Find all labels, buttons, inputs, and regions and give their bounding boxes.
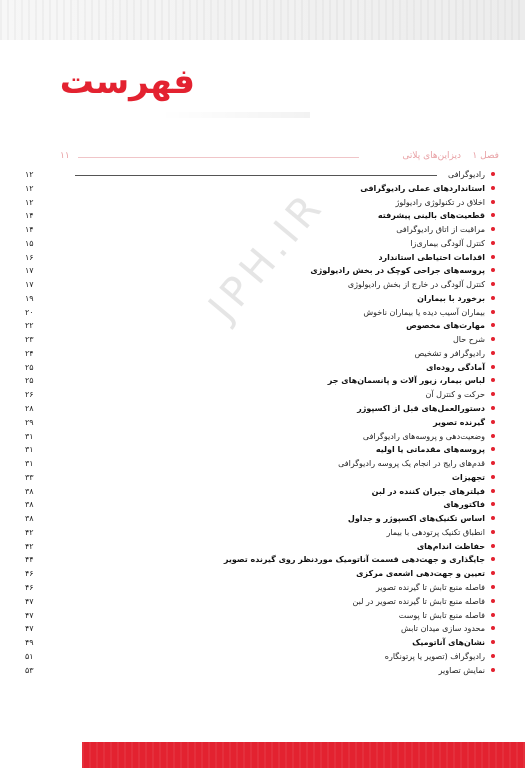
- watermark: JPH.IR: [200, 182, 334, 330]
- bullet-icon: [491, 613, 495, 617]
- toc-entry[interactable]: [25, 609, 495, 623]
- toc-entry-title: شرح حال: [452, 335, 485, 345]
- toc-entry[interactable]: [25, 553, 495, 567]
- toc-entry-page: ۴۶: [25, 582, 34, 592]
- toc-entry-title: رادیوگرافر و تشخیص: [414, 348, 485, 358]
- section-label: فصل ۱: [472, 151, 499, 161]
- header-stripes: [0, 0, 525, 40]
- toc-entry-page: ۲۲: [25, 321, 34, 331]
- toc-entry-title: فیلترهای جبران کننده در لبن: [371, 486, 485, 496]
- bullet-icon: [491, 516, 495, 520]
- toc-entry[interactable]: [25, 540, 495, 554]
- toc-entry-title: اخلاق در تکنولوژی رادیولوژ: [395, 197, 485, 207]
- toc-entry[interactable]: [25, 650, 495, 664]
- bullet-icon: [491, 296, 495, 300]
- toc-entry[interactable]: [25, 443, 495, 457]
- toc-entry-title: کنترل آلودگی در خارج از بخش رادیولوژی: [347, 280, 485, 290]
- toc-entry-title: رادیوگراف (تصویر یا پرتونگاره: [384, 651, 485, 661]
- toc-entry[interactable]: [25, 292, 495, 306]
- toc-entry[interactable]: [25, 347, 495, 361]
- toc-entry-title: فاصله منبع تابش تا گیرنده تصویر در لبن: [352, 596, 485, 606]
- bullet-icon: [491, 392, 495, 396]
- toc-entry-page: ۳۸: [25, 514, 34, 524]
- bullet-icon: [491, 447, 495, 451]
- section-page: ۱۱: [60, 151, 70, 161]
- toc-entry-title: وضعیت‌دهی و پروسه‌های رادیوگرافی: [362, 431, 485, 441]
- bullet-icon: [491, 172, 495, 176]
- toc-entry-title: قدم‌های رایج در انجام یک پروسه رادیوگرافی: [338, 459, 485, 469]
- toc-entry-title: لباس بیمار، زیور آلات و پانسمان‌های جر: [327, 376, 485, 386]
- leader-line: [75, 175, 437, 176]
- toc-entry-title: بیماران آسیب دیده یا بیماران ناخوش: [363, 307, 485, 317]
- toc-entry-title: گیرنده تصویر: [433, 417, 485, 427]
- toc-entry-page: ۳۱: [25, 445, 34, 455]
- bullet-icon: [491, 378, 495, 382]
- toc-entry-page: ۲۵: [25, 362, 34, 372]
- toc-entry-title: حفاظت اندام‌های: [416, 541, 485, 551]
- toc-entry[interactable]: [25, 526, 495, 540]
- toc-entry-page: ۱۴: [25, 211, 34, 221]
- toc-entry-page: ۲۸: [25, 404, 34, 414]
- title-underline: [160, 112, 310, 118]
- toc-entry-title: فاصله منبع تابش تا گیرنده تصویر: [375, 582, 485, 592]
- bullet-icon: [491, 502, 495, 506]
- bullet-icon: [491, 626, 495, 630]
- toc-entry-page: ۵۱: [25, 651, 34, 661]
- bullet-icon: [491, 585, 495, 589]
- bullet-icon: [491, 337, 495, 341]
- bullet-icon: [491, 213, 495, 217]
- header-band: [0, 0, 525, 40]
- toc-entry[interactable]: [25, 168, 495, 182]
- toc-entry-title: استانداردهای عملی رادیوگرافی: [360, 183, 485, 193]
- toc-entry[interactable]: [25, 374, 495, 388]
- bullet-icon: [491, 323, 495, 327]
- toc-entry-page: ۵۳: [25, 665, 34, 675]
- page-title: فهرست: [59, 62, 195, 102]
- toc-entry-page: ۴۷: [25, 624, 34, 634]
- toc-entry-page: ۲۶: [25, 390, 34, 400]
- bullet-icon: [491, 282, 495, 286]
- bullet-icon: [491, 461, 495, 465]
- toc-entry-page: ۳۳: [25, 472, 34, 482]
- toc-entry-title: مراقبت از اتاق رادیوگرافی: [396, 225, 485, 235]
- toc-entry[interactable]: [25, 388, 495, 402]
- toc-entry[interactable]: [25, 457, 495, 471]
- toc-entry[interactable]: [25, 430, 495, 444]
- section-divider: [78, 157, 359, 158]
- toc-entry-page: ۴۶: [25, 569, 34, 579]
- toc-entry-page: ۴۲: [25, 541, 34, 551]
- section-title: دیزاین‌های پلاتی: [402, 151, 461, 161]
- bullet-icon: [491, 489, 495, 493]
- section-header: [60, 151, 499, 165]
- toc-entry-title: کنترل آلودگی بیماری‌زا: [410, 238, 485, 248]
- toc-entry-title: رادیوگرافی: [448, 170, 485, 179]
- toc-entry-page: ۱۲: [25, 170, 34, 179]
- toc-entry-title: تجهیزات: [451, 472, 485, 482]
- toc-entry[interactable]: [25, 306, 495, 320]
- toc-entry-title: برخورد با بیماران: [417, 293, 485, 303]
- footer-band: [82, 742, 525, 768]
- toc-entry-title: فاصله منبع تابش تا پوست: [398, 610, 485, 620]
- toc-entry-page: ۴۲: [25, 527, 34, 537]
- bullet-icon: [491, 640, 495, 644]
- toc-entry-page: ۴۷: [25, 596, 34, 606]
- toc-entry-page: ۲۴: [25, 348, 34, 358]
- toc-entry[interactable]: [25, 498, 495, 512]
- toc-entry-title: آمادگی روده‌ای: [426, 362, 485, 372]
- toc-entry[interactable]: [25, 622, 495, 636]
- toc-entry-title: فاکتورهای: [443, 500, 485, 510]
- bullet-icon: [491, 268, 495, 272]
- bullet-icon: [491, 599, 495, 603]
- toc-entry[interactable]: [25, 333, 495, 347]
- toc-entry-title: محدود سازی میدان تابش: [400, 624, 485, 634]
- toc-entry-page: ۱۹: [25, 293, 34, 303]
- toc-entry-title: پروسه‌های جراحی کوچک در بخش رادیولوژی: [310, 266, 485, 276]
- toc-entry-title: جایگذاری و جهت‌دهی قسمت آناتومیک موردنظر روی گیرنده تصویر: [223, 555, 485, 565]
- toc-entry-title: نشان‌های آناتومیک: [412, 638, 485, 648]
- bullet-icon: [491, 668, 495, 672]
- bullet-icon: [491, 365, 495, 369]
- toc-entry-page: ۴۷: [25, 610, 34, 620]
- bullet-icon: [491, 434, 495, 438]
- toc-entry-title: پروسه‌های مقدماتی یا اولیه: [375, 445, 485, 455]
- toc-entry[interactable]: [25, 416, 495, 430]
- toc-entry-title: دستورالعمل‌های قبل از اکسپوژر: [357, 404, 485, 414]
- toc-entry[interactable]: [25, 581, 495, 595]
- toc-entry-title: اقدامات احتیاطی استاندارد: [378, 252, 485, 262]
- bullet-icon: [491, 530, 495, 534]
- bullet-icon: [491, 475, 495, 479]
- toc-entry-page: ۲۹: [25, 417, 34, 427]
- toc-entry[interactable]: [25, 402, 495, 416]
- toc-entry-page: ۳۸: [25, 500, 34, 510]
- toc-entry-title: مهارت‌های مخصوص: [406, 321, 485, 331]
- toc-entry[interactable]: [25, 485, 495, 499]
- bullet-icon: [491, 557, 495, 561]
- toc-entry[interactable]: [25, 471, 495, 485]
- toc-entry-title: نمایش تصاویر: [438, 665, 485, 675]
- footer-stripes: [82, 742, 525, 768]
- toc-entry-title: اساس تکنیک‌های اکسپوژر و جداول: [347, 514, 485, 524]
- bullet-icon: [491, 186, 495, 190]
- toc-entry-page: ۱۶: [25, 252, 34, 262]
- toc-entry-page: ۴۹: [25, 638, 34, 648]
- toc-entry-page: ۲۰: [25, 307, 34, 317]
- toc-entry-page: ۴۴: [25, 555, 34, 565]
- toc-entry-page: ۱۲: [25, 197, 34, 207]
- bullet-icon: [491, 571, 495, 575]
- toc-entry-page: ۱۵: [25, 238, 34, 248]
- toc-entry-page: ۲۵: [25, 376, 34, 386]
- toc-entry[interactable]: [25, 319, 495, 333]
- toc-entry-page: ۳۸: [25, 486, 34, 496]
- toc-entry-page: ۱۲: [25, 183, 34, 193]
- toc-entry-page: ۳۱: [25, 459, 34, 469]
- bullet-icon: [491, 255, 495, 259]
- toc-entry[interactable]: [25, 636, 495, 650]
- bullet-icon: [491, 310, 495, 314]
- toc-entry-title: قطعیت‌های بالینی پیشرفته: [377, 211, 485, 221]
- toc-entry-title: حرکت و کنترل آن: [425, 390, 485, 400]
- toc-entry-title: انطباق تکنیک پرتودهی با بیمار: [386, 527, 485, 537]
- bullet-icon: [491, 227, 495, 231]
- toc-entry[interactable]: [25, 182, 495, 196]
- toc-entry[interactable]: [25, 595, 495, 609]
- bullet-icon: [491, 654, 495, 658]
- toc-entry-page: ۱۴: [25, 225, 34, 235]
- toc-entry-page: ۳۱: [25, 431, 34, 441]
- toc-entry[interactable]: [25, 361, 495, 375]
- bullet-icon: [491, 351, 495, 355]
- bullet-icon: [491, 241, 495, 245]
- toc-entry[interactable]: [25, 278, 495, 292]
- toc-entry[interactable]: [25, 567, 495, 581]
- bullet-icon: [491, 406, 495, 410]
- bullet-icon: [491, 200, 495, 204]
- toc-entry[interactable]: [25, 664, 495, 678]
- toc-entry-page: ۱۷: [25, 280, 34, 290]
- bullet-icon: [491, 544, 495, 548]
- toc-entry-page: ۱۷: [25, 266, 34, 276]
- toc-entry-page: ۲۳: [25, 335, 34, 345]
- toc-entry-title: تعیین و جهت‌دهی اشعه‌ی مرکزی: [356, 569, 485, 579]
- bullet-icon: [491, 420, 495, 424]
- toc-entry[interactable]: [25, 512, 495, 526]
